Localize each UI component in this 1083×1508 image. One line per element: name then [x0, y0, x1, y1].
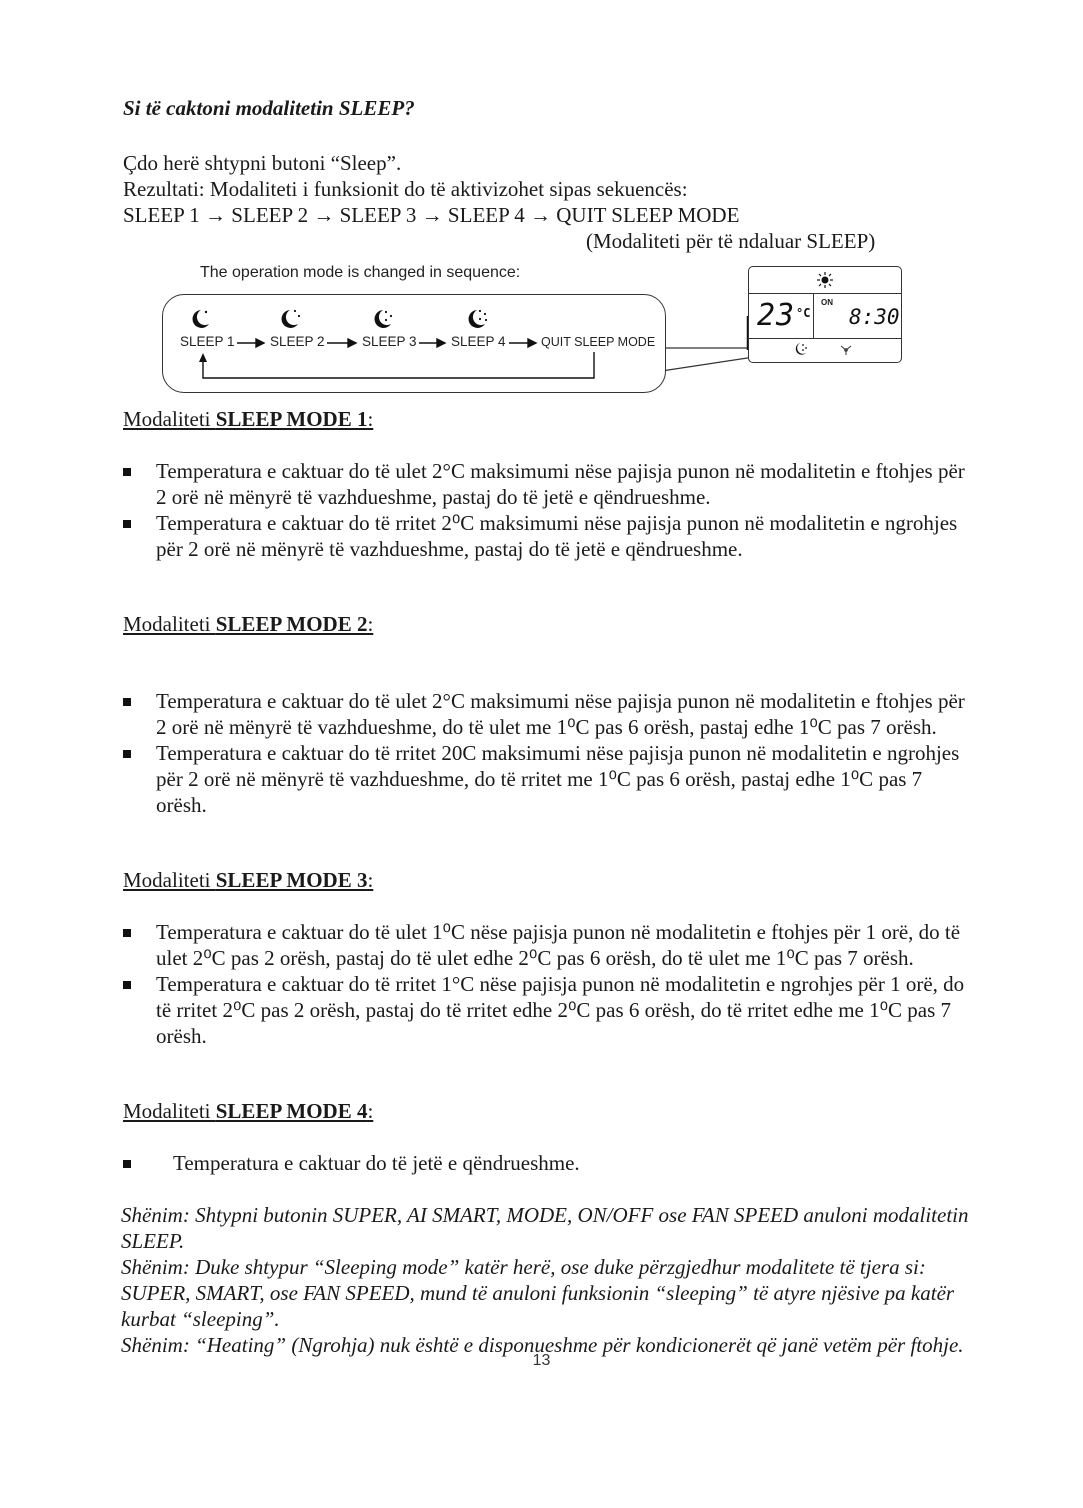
sequence-arrows [160, 330, 660, 382]
moon-4-stars-icon [465, 307, 491, 331]
heading-mode-name: SLEEP MODE 4 [215, 1099, 368, 1123]
section-heading-sleep-mode-3 [123, 868, 373, 893]
moon-2-stars-icon [278, 307, 304, 331]
remote-lcd-display [748, 266, 902, 363]
moon-sleep-icon [793, 341, 809, 357]
fan-icon [839, 343, 853, 357]
display-divider [813, 294, 814, 338]
list-item [123, 971, 973, 1049]
timer-on-label: ON [821, 298, 833, 307]
heading-mode-name: SLEEP MODE 3 [215, 868, 368, 892]
notes-block [121, 1202, 981, 1358]
intro-sequence: SLEEP 1 → SLEEP 2 → SLEEP 3 → SLEEP 4 → QUIT SLEEP MODE [123, 203, 740, 227]
list-item-text: Temperatura e caktuar do të ulet 2°C maksimumi nëse pajisja punon në modalitetin e ftohjes për 2 orë në mënyrë të vazhdueshme, pastaj do të jetë e qëndrueshme. [156, 459, 965, 509]
step-sleep-4: SLEEP 4 [451, 334, 506, 349]
intro-line-1: Çdo herë shtypni butoni “Sleep”. [123, 151, 402, 175]
list-item-text: Temperatura e caktuar do të rritet 20C maksimumi nëse pajisja punon në modalitetin e ngrohjes për 2 orë në mënyrë të vazhdueshme, do të rritet me 1⁰C pas 6 orësh, pastaj edhe 1⁰C pas 7 orësh. [156, 741, 960, 817]
bullet-icon [123, 981, 131, 989]
note-1: Shënim: Shtypni butonin SUPER, AI SMART, MODE, ON/OFF ose FAN SPEED anuloni modalitetin SLEEP. [121, 1203, 969, 1253]
heading-suffix: : [367, 407, 374, 431]
list-item [123, 1150, 973, 1176]
heading-suffix: : [367, 612, 374, 636]
list-item [123, 510, 973, 562]
heading-prefix: Modaliteti [123, 407, 216, 431]
bullet-icon [123, 929, 131, 937]
list-item-text: Temperatura e caktuar do të rritet 1°C nëse pajisja punon në modalitetin e ngrohjes për 1 orë, do të rritet 2⁰C pas 2 orësh, pastaj do të rritet edhe 2⁰C pas 6 orësh, do të rritet edhe me 1⁰C pas 7 orësh. [156, 972, 965, 1048]
note-3: Shënim: “Heating” (Ngrohja) nuk është e disponueshme për kondicionerët që janë vetëm për ftohje. [121, 1333, 964, 1357]
intro-line-2: Rezultati: Modaliteti i funksionit do të aktivizohet sipas sekuencës: [123, 177, 688, 201]
section-heading-sleep-mode-4 [123, 1099, 373, 1124]
heading-mode-name: SLEEP MODE 1 [215, 407, 368, 431]
list-item [123, 740, 973, 818]
sun-heat-icon [817, 272, 833, 288]
note-2: Shënim: Duke shtypur “Sleeping mode” katër herë, ose duke përzgjedhur modalitete të tjera si: SUPER, SMART, ose FAN SPEED, mund të anuloni funksionin “sleeping” të atyre njësive pa katër kurbat “sleeping”. [121, 1255, 955, 1331]
step-sleep-1: SLEEP 1 [180, 334, 235, 349]
bullet-icon [123, 468, 131, 476]
temperature-unit: °C [796, 306, 811, 320]
timer-value: 8:30 [849, 305, 900, 329]
list-item-text: Temperatura e caktuar do të jetë e qëndrueshme. [173, 1151, 580, 1175]
step-quit-sleep-mode: QUIT SLEEP MODE [541, 335, 656, 349]
moon-1-star-icon [188, 307, 212, 331]
heading-mode-name: SLEEP MODE 2 [215, 612, 368, 636]
temperature-value: 23 [757, 298, 796, 333]
moon-3-stars-icon [371, 307, 397, 331]
step-sleep-3: SLEEP 3 [362, 334, 417, 349]
list-item-text: Temperatura e caktuar do të ulet 2°C maksimumi nëse pajisja punon në modalitetin e ftohjes për 2 orë në mënyrë të vazhdueshme, do të ulet me 1⁰C pas 6 orësh, pastaj edhe 1⁰C pas 7 orësh. [156, 689, 965, 739]
bullet-icon [123, 698, 131, 706]
intro-quit-note: (Modaliteti për të ndaluar SLEEP) [586, 229, 876, 253]
list-item [123, 919, 973, 971]
heading-suffix: : [367, 868, 374, 892]
diagram-caption: The operation mode is changed in sequence: [200, 264, 521, 281]
list-item-text: Temperatura e caktuar do të ulet 1⁰C nëse pajisja punon në modalitetin e ftohjes për 1 orë, do të ulet 2⁰C pas 2 orësh, pastaj do të ulet edhe 2⁰C pas 6 orësh, do të ulet me 1⁰C pas 7 orësh. [156, 920, 961, 970]
sleep-mode-1-list [123, 458, 973, 562]
list-item-text: Temperatura e caktuar do të rritet 2⁰C maksimumi nëse pajisja punon në modalitetin e ngrohjes për 2 orë në mënyrë të vazhdueshme, pastaj do të jetë e qëndrueshme. [156, 511, 958, 561]
section-heading-sleep-mode-1 [123, 407, 373, 432]
heading-suffix: : [367, 1099, 374, 1123]
bullet-icon [123, 1160, 131, 1168]
list-item [123, 688, 973, 740]
page-number: 13 [532, 1352, 551, 1369]
heading-prefix: Modaliteti [123, 612, 216, 636]
heading-prefix: Modaliteti [123, 868, 216, 892]
sleep-mode-4-list [123, 1150, 973, 1176]
bullet-icon [123, 750, 131, 758]
sleep-mode-2-list [123, 688, 973, 818]
page-title: Si të caktoni modalitetin SLEEP? [123, 96, 415, 120]
section-heading-sleep-mode-2 [123, 612, 373, 637]
heading-prefix: Modaliteti [123, 1099, 216, 1123]
list-item [123, 458, 973, 510]
sleep-mode-3-list [123, 919, 973, 1049]
step-sleep-2: SLEEP 2 [270, 334, 325, 349]
bullet-icon [123, 520, 131, 528]
